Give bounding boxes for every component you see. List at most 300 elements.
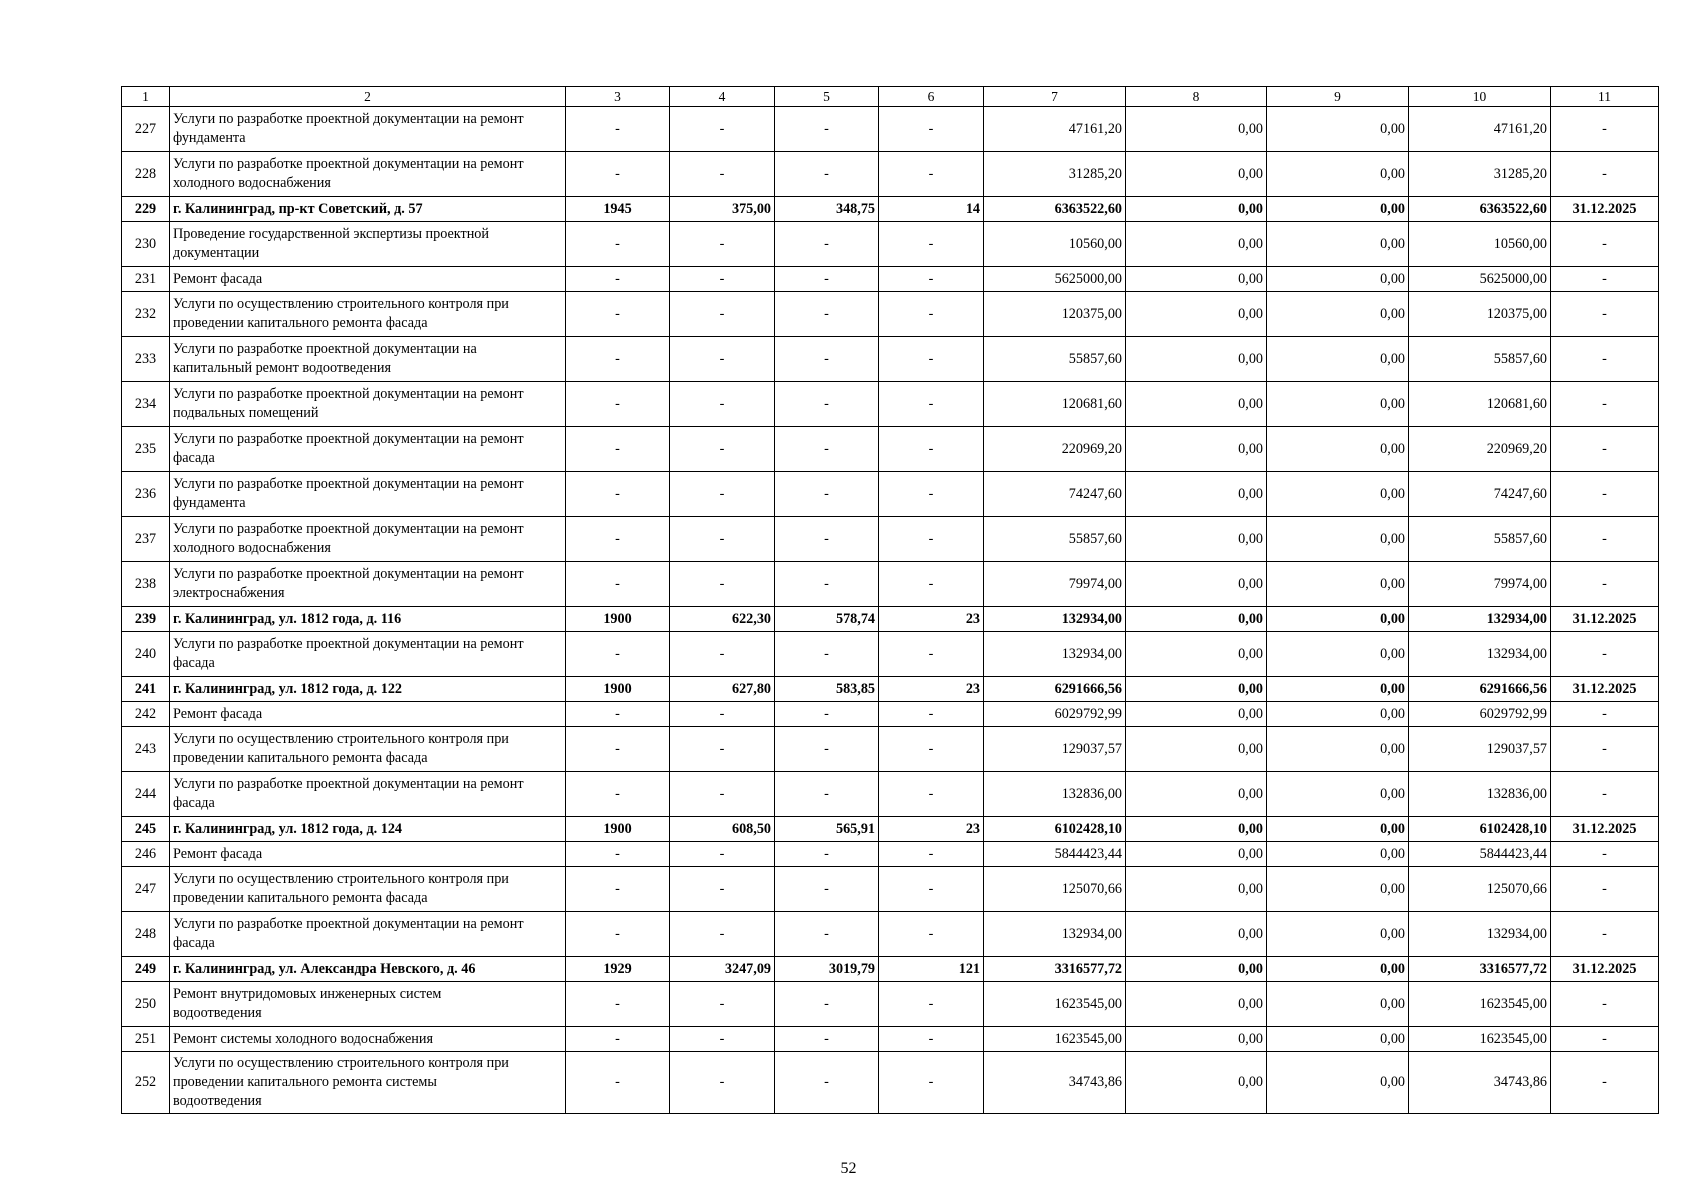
col-3-value: 1900 [566,817,670,842]
col-8-value: 0,00 [1126,957,1267,982]
col-7-value: 5844423,44 [984,842,1126,867]
col-11-value: - [1551,382,1659,427]
row-description: Услуги по разработке проектной документации на ремонт фундамента [170,472,566,517]
col-3-value: - [566,292,670,337]
col-7-value: 79974,00 [984,562,1126,607]
col-10-value: 129037,57 [1409,727,1551,772]
col-5-value: - [775,562,879,607]
col-3-value: - [566,267,670,292]
table-row [122,292,1659,337]
table-row [122,267,1659,292]
col-4-value: - [670,152,775,197]
column-number-row [122,87,1659,107]
col-3-value: - [566,382,670,427]
col-3-value: - [566,1052,670,1114]
col-5-value: - [775,842,879,867]
col-9-value: 0,00 [1267,267,1409,292]
row-description: Услуги по осуществлению строительного контроля при проведении капитального ремонта фасада [170,292,566,337]
table-body [122,107,1659,1114]
col-9-value: 0,00 [1267,702,1409,727]
col-5-value: - [775,772,879,817]
col-3-value: 1945 [566,197,670,222]
table-row [122,867,1659,912]
col-9-value: 0,00 [1267,152,1409,197]
col-7-value: 220969,20 [984,427,1126,472]
column-header: 11 [1551,87,1659,107]
col-5-value: 578,74 [775,607,879,632]
table-row [122,727,1659,772]
col-6-value: - [879,632,984,677]
col-5-value: - [775,632,879,677]
col-6-value: - [879,222,984,267]
table-row [122,702,1659,727]
col-11-value: - [1551,517,1659,562]
col-3-value: - [566,337,670,382]
col-7-value: 31285,20 [984,152,1126,197]
col-8-value: 0,00 [1126,197,1267,222]
col-3-value: - [566,152,670,197]
col-9-value: 0,00 [1267,222,1409,267]
column-header: 5 [775,87,879,107]
col-10-value: 6102428,10 [1409,817,1551,842]
col-9-value: 0,00 [1267,107,1409,152]
col-5-value: - [775,867,879,912]
col-6-value: - [879,107,984,152]
col-6-value: - [879,267,984,292]
row-number: 243 [122,727,170,772]
row-number: 230 [122,222,170,267]
col-4-value: 608,50 [670,817,775,842]
col-11-value: - [1551,912,1659,957]
col-8-value: 0,00 [1126,107,1267,152]
table-row [122,222,1659,267]
col-4-value: - [670,222,775,267]
column-header: 1 [122,87,170,107]
column-header: 3 [566,87,670,107]
col-5-value: - [775,912,879,957]
row-description: Услуги по осуществлению строительного контроля при проведении капитального ремонта фасада [170,867,566,912]
col-10-value: 220969,20 [1409,427,1551,472]
row-description: Услуги по разработке проектной документации на ремонт фасада [170,632,566,677]
col-8-value: 0,00 [1126,982,1267,1027]
col-8-value: 0,00 [1126,517,1267,562]
col-7-value: 120375,00 [984,292,1126,337]
col-9-value: 0,00 [1267,842,1409,867]
col-10-value: 79974,00 [1409,562,1551,607]
col-10-value: 6363522,60 [1409,197,1551,222]
col-8-value: 0,00 [1126,292,1267,337]
col-7-value: 10560,00 [984,222,1126,267]
table-row [122,472,1659,517]
col-8-value: 0,00 [1126,817,1267,842]
col-4-value: - [670,982,775,1027]
col-9-value: 0,00 [1267,197,1409,222]
col-8-value: 0,00 [1126,1052,1267,1114]
col-6-value: - [879,1052,984,1114]
col-6-value: - [879,472,984,517]
col-7-value: 132934,00 [984,912,1126,957]
col-5-value: - [775,267,879,292]
table-row [122,632,1659,677]
col-11-value: 31.12.2025 [1551,607,1659,632]
col-4-value: - [670,727,775,772]
col-11-value: - [1551,702,1659,727]
col-10-value: 125070,66 [1409,867,1551,912]
table-row [122,152,1659,197]
row-number: 229 [122,197,170,222]
col-10-value: 132934,00 [1409,632,1551,677]
col-4-value: - [670,842,775,867]
col-7-value: 120681,60 [984,382,1126,427]
row-number: 247 [122,867,170,912]
col-4-value: - [670,472,775,517]
col-7-value: 1623545,00 [984,982,1126,1027]
col-3-value: - [566,472,670,517]
row-description: г. Калининград, ул. Александра Невского, д. 46 [170,957,566,982]
col-8-value: 0,00 [1126,562,1267,607]
col-5-value: - [775,1052,879,1114]
col-3-value: - [566,912,670,957]
table-row [122,982,1659,1027]
table-row [122,842,1659,867]
row-number: 241 [122,677,170,702]
col-9-value: 0,00 [1267,867,1409,912]
col-4-value: - [670,632,775,677]
col-7-value: 6291666,56 [984,677,1126,702]
col-10-value: 10560,00 [1409,222,1551,267]
col-4-value: - [670,267,775,292]
col-11-value: - [1551,772,1659,817]
col-11-value: 31.12.2025 [1551,197,1659,222]
col-8-value: 0,00 [1126,267,1267,292]
col-7-value: 74247,60 [984,472,1126,517]
table-row [122,562,1659,607]
row-number: 237 [122,517,170,562]
row-number: 251 [122,1027,170,1052]
col-6-value: 14 [879,197,984,222]
col-10-value: 55857,60 [1409,517,1551,562]
col-7-value: 6029792,99 [984,702,1126,727]
table-row [122,382,1659,427]
col-6-value: - [879,382,984,427]
col-10-value: 31285,20 [1409,152,1551,197]
row-description: Услуги по разработке проектной документации на ремонт фасада [170,772,566,817]
col-4-value: 627,80 [670,677,775,702]
col-10-value: 55857,60 [1409,337,1551,382]
col-6-value: - [879,152,984,197]
row-number: 231 [122,267,170,292]
col-9-value: 0,00 [1267,337,1409,382]
col-6-value: 121 [879,957,984,982]
col-10-value: 47161,20 [1409,107,1551,152]
col-8-value: 0,00 [1126,702,1267,727]
col-5-value: - [775,517,879,562]
col-3-value: - [566,842,670,867]
row-number: 248 [122,912,170,957]
row-number: 235 [122,427,170,472]
works-table [121,86,1659,1114]
col-8-value: 0,00 [1126,772,1267,817]
table-row [122,337,1659,382]
row-number: 239 [122,607,170,632]
col-6-value: - [879,867,984,912]
row-number: 236 [122,472,170,517]
col-11-value: - [1551,727,1659,772]
row-description: Проведение государственной экспертизы проектной документации [170,222,566,267]
col-11-value: - [1551,427,1659,472]
col-4-value: - [670,517,775,562]
col-9-value: 0,00 [1267,472,1409,517]
row-number: 234 [122,382,170,427]
table-row [122,517,1659,562]
col-10-value: 6029792,99 [1409,702,1551,727]
row-description: Услуги по разработке проектной документации на ремонт фасада [170,427,566,472]
row-number: 244 [122,772,170,817]
col-7-value: 5625000,00 [984,267,1126,292]
col-9-value: 0,00 [1267,292,1409,337]
col-11-value: - [1551,337,1659,382]
row-number: 227 [122,107,170,152]
row-number: 246 [122,842,170,867]
col-5-value: - [775,152,879,197]
column-header: 4 [670,87,775,107]
col-10-value: 5844423,44 [1409,842,1551,867]
table-row [122,1052,1659,1114]
col-7-value: 47161,20 [984,107,1126,152]
col-3-value: - [566,562,670,607]
row-description: Услуги по разработке проектной документации на капитальный ремонт водоотведения [170,337,566,382]
col-3-value: - [566,107,670,152]
col-4-value: - [670,702,775,727]
col-6-value: - [879,292,984,337]
col-9-value: 0,00 [1267,382,1409,427]
col-3-value: - [566,982,670,1027]
table-row [122,772,1659,817]
col-8-value: 0,00 [1126,427,1267,472]
col-7-value: 6102428,10 [984,817,1126,842]
col-9-value: 0,00 [1267,517,1409,562]
col-6-value: - [879,702,984,727]
col-9-value: 0,00 [1267,982,1409,1027]
col-5-value: - [775,472,879,517]
table-row [122,912,1659,957]
col-11-value: - [1551,632,1659,677]
row-description: Услуги по осуществлению строительного контроля при проведении капитального ремонта фасада [170,727,566,772]
col-4-value: - [670,382,775,427]
col-5-value: - [775,222,879,267]
table-row [122,107,1659,152]
col-5-value: 583,85 [775,677,879,702]
row-number: 249 [122,957,170,982]
column-header: 2 [170,87,566,107]
col-10-value: 6291666,56 [1409,677,1551,702]
col-8-value: 0,00 [1126,222,1267,267]
col-6-value: 23 [879,817,984,842]
row-description: г. Калининград, ул. 1812 года, д. 122 [170,677,566,702]
col-6-value: - [879,337,984,382]
col-6-value: 23 [879,677,984,702]
col-8-value: 0,00 [1126,677,1267,702]
col-6-value: - [879,517,984,562]
row-number: 242 [122,702,170,727]
col-3-value: - [566,727,670,772]
col-6-value: - [879,772,984,817]
row-number: 238 [122,562,170,607]
col-4-value: - [670,1052,775,1114]
row-description: Ремонт системы холодного водоснабжения [170,1027,566,1052]
col-10-value: 132934,00 [1409,912,1551,957]
row-number: 240 [122,632,170,677]
col-8-value: 0,00 [1126,912,1267,957]
col-5-value: - [775,1027,879,1052]
col-8-value: 0,00 [1126,607,1267,632]
col-8-value: 0,00 [1126,727,1267,772]
row-description: Услуги по разработке проектной документации на ремонт фасада [170,912,566,957]
col-5-value: - [775,107,879,152]
row-description: Услуги по разработке проектной документации на ремонт холодного водоснабжения [170,517,566,562]
col-7-value: 132934,00 [984,632,1126,677]
col-8-value: 0,00 [1126,1027,1267,1052]
row-number: 245 [122,817,170,842]
col-5-value: 565,91 [775,817,879,842]
col-11-value: - [1551,562,1659,607]
row-description: Услуги по разработке проектной документации на ремонт подвальных помещений [170,382,566,427]
col-3-value: - [566,427,670,472]
col-5-value: 3019,79 [775,957,879,982]
row-description: Ремонт внутридомовых инженерных систем водоотведения [170,982,566,1027]
col-8-value: 0,00 [1126,842,1267,867]
row-description: г. Калининград, пр-кт Советский, д. 57 [170,197,566,222]
col-7-value: 34743,86 [984,1052,1126,1114]
col-9-value: 0,00 [1267,957,1409,982]
column-header: 8 [1126,87,1267,107]
col-6-value: - [879,562,984,607]
col-8-value: 0,00 [1126,152,1267,197]
col-7-value: 1623545,00 [984,1027,1126,1052]
col-7-value: 125070,66 [984,867,1126,912]
col-5-value: - [775,292,879,337]
col-11-value: - [1551,107,1659,152]
col-6-value: - [879,912,984,957]
row-number: 233 [122,337,170,382]
col-11-value: - [1551,292,1659,337]
col-3-value: 1929 [566,957,670,982]
col-5-value: - [775,702,879,727]
col-9-value: 0,00 [1267,1052,1409,1114]
row-description: Услуги по осуществлению строительного контроля при проведении капитального ремонта системы водоотведения [170,1052,566,1114]
col-6-value: - [879,427,984,472]
col-10-value: 74247,60 [1409,472,1551,517]
col-11-value: - [1551,472,1659,517]
address-row [122,677,1659,702]
col-10-value: 132836,00 [1409,772,1551,817]
col-6-value: 23 [879,607,984,632]
col-5-value: - [775,427,879,472]
page-number: 52 [840,1160,857,1177]
address-row [122,607,1659,632]
col-11-value: - [1551,1027,1659,1052]
col-6-value: - [879,982,984,1027]
col-10-value: 5625000,00 [1409,267,1551,292]
col-10-value: 120375,00 [1409,292,1551,337]
col-10-value: 3316577,72 [1409,957,1551,982]
address-row [122,957,1659,982]
column-header: 7 [984,87,1126,107]
col-9-value: 0,00 [1267,562,1409,607]
col-8-value: 0,00 [1126,382,1267,427]
col-11-value: - [1551,267,1659,292]
col-6-value: - [879,842,984,867]
col-10-value: 120681,60 [1409,382,1551,427]
address-row [122,197,1659,222]
col-9-value: 0,00 [1267,632,1409,677]
col-7-value: 6363522,60 [984,197,1126,222]
col-7-value: 132934,00 [984,607,1126,632]
column-header: 10 [1409,87,1551,107]
col-5-value: - [775,727,879,772]
col-11-value: - [1551,982,1659,1027]
col-10-value: 1623545,00 [1409,982,1551,1027]
col-11-value: 31.12.2025 [1551,957,1659,982]
col-11-value: 31.12.2025 [1551,817,1659,842]
col-11-value: - [1551,222,1659,267]
col-8-value: 0,00 [1126,867,1267,912]
col-5-value: 348,75 [775,197,879,222]
col-7-value: 3316577,72 [984,957,1126,982]
col-9-value: 0,00 [1267,427,1409,472]
row-description: г. Калининград, ул. 1812 года, д. 124 [170,817,566,842]
column-header: 9 [1267,87,1409,107]
col-3-value: 1900 [566,607,670,632]
col-8-value: 0,00 [1126,472,1267,517]
row-description: Услуги по разработке проектной документации на ремонт холодного водоснабжения [170,152,566,197]
col-11-value: - [1551,1052,1659,1114]
col-4-value: - [670,772,775,817]
col-10-value: 1623545,00 [1409,1027,1551,1052]
col-7-value: 129037,57 [984,727,1126,772]
row-description: Услуги по разработке проектной документации на ремонт фундамента [170,107,566,152]
col-10-value: 34743,86 [1409,1052,1551,1114]
col-4-value: - [670,292,775,337]
col-10-value: 132934,00 [1409,607,1551,632]
col-7-value: 55857,60 [984,517,1126,562]
col-4-value: - [670,427,775,472]
col-4-value: - [670,107,775,152]
col-3-value: - [566,772,670,817]
col-9-value: 0,00 [1267,772,1409,817]
row-description: Ремонт фасада [170,842,566,867]
col-3-value: - [566,702,670,727]
col-3-value: - [566,222,670,267]
col-3-value: - [566,1027,670,1052]
col-3-value: 1900 [566,677,670,702]
col-4-value: - [670,912,775,957]
col-9-value: 0,00 [1267,727,1409,772]
col-9-value: 0,00 [1267,1027,1409,1052]
col-4-value: - [670,562,775,607]
col-3-value: - [566,632,670,677]
row-description: г. Калининград, ул. 1812 года, д. 116 [170,607,566,632]
col-7-value: 132836,00 [984,772,1126,817]
row-description: Услуги по разработке проектной документации на ремонт электроснабжения [170,562,566,607]
col-4-value: 3247,09 [670,957,775,982]
col-4-value: - [670,867,775,912]
col-4-value: - [670,337,775,382]
address-row [122,817,1659,842]
col-3-value: - [566,517,670,562]
col-9-value: 0,00 [1267,607,1409,632]
row-number: 250 [122,982,170,1027]
